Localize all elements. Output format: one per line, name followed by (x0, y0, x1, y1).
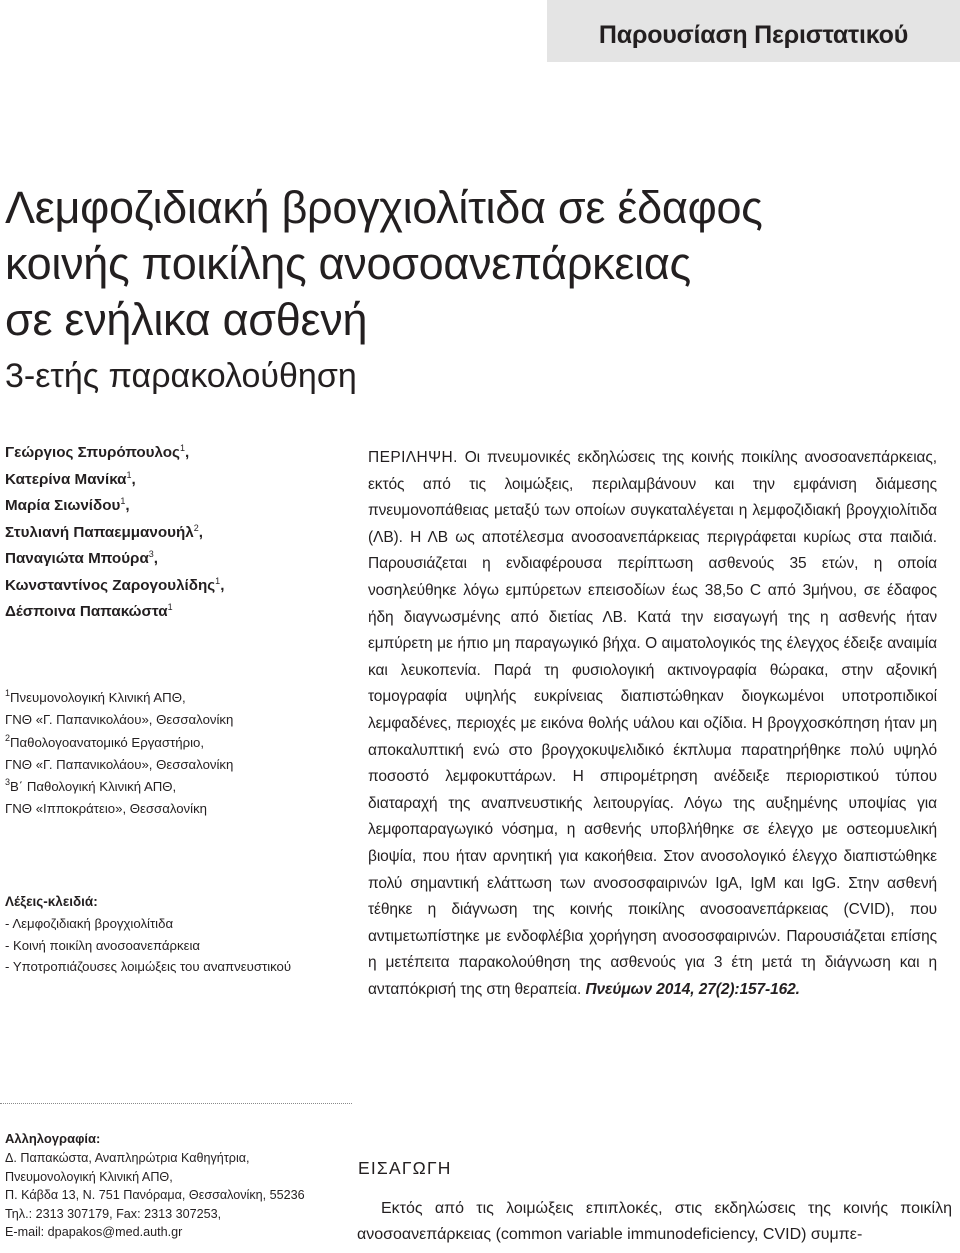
correspondence-line: Δ. Παπακώστα, Αναπληρώτρια Καθηγήτρια, (5, 1151, 250, 1165)
correspondence (5, 1130, 350, 1242)
affiliation-text: Β΄ Παθολογική Κλινική ΑΠΘ, (10, 779, 177, 795)
affiliation-list (5, 687, 345, 821)
author-list (5, 440, 335, 626)
introduction-heading: ΕΙΣΑΓΩΓΗ (358, 1158, 452, 1178)
title-line: Λεμφοζιδιακή βρογχιολίτιδα σε έδαφος (5, 182, 763, 233)
author (5, 573, 335, 600)
correspondence-line: Π. Κάβδα 13, Ν. 751 Πανόραμα, Θεσσαλονίκη, 55236 (5, 1188, 305, 1202)
keyword-item: - Λεμφοζιδιακή βρογχιολίτιδα (5, 916, 174, 931)
section-tag-label: Παρουσίαση Περιστατικού (598, 20, 909, 49)
title-line: σε ενήλικα ασθενή (5, 294, 368, 345)
author (5, 546, 335, 573)
author-separator: , (125, 497, 130, 514)
author-affiliation-marker: 1 (120, 496, 126, 506)
affiliation-line (5, 687, 345, 709)
affiliation-line (5, 776, 345, 798)
citation-reference: Πνεύμων 2014, 27(2):157-162. (585, 980, 800, 998)
author-affiliation-marker: 1 (167, 602, 173, 612)
author-separator: , (184, 444, 190, 461)
author-separator: , (131, 470, 136, 488)
introduction-text: Εκτός από τις λοιμώξεις επιπλοκές, στις εκδηλώσεις της κοινής ποικίλη ανοσοανεπάρκειας (common variable immunodeficiency, CVID) συμπε- (357, 1200, 952, 1243)
affiliation-marker: 3 (5, 777, 11, 788)
keyword-item: - Υποτροπιάζουσες λοιμώξεις του αναπνευστικού (5, 959, 292, 975)
abstract-label: ΠΕΡΙΛΗΨΗ. (368, 449, 458, 466)
author-name: Κατερίνα Μανίκα (5, 470, 127, 488)
author-separator: , (198, 523, 203, 541)
author-name: Μαρία Σιωνίδου (5, 497, 121, 514)
author-affiliation-marker: 1 (179, 443, 185, 453)
author-separator: , (153, 550, 159, 567)
author-name: Δέσποινα Παπακώστα (5, 603, 168, 620)
author-affiliation-marker: 1 (126, 469, 132, 480)
article-subtitle: 3-ετής παρακολούθηση (5, 357, 357, 395)
affiliation-line: ΓΝΘ «Ιπποκράτειο», Θεσσαλονίκη (5, 801, 208, 817)
author-name: Γεώργιος Σπυρόπουλος (5, 444, 180, 461)
title-line: κοινής ποικίλης ανοσοανεπάρκειας (5, 238, 691, 289)
affiliation-line (5, 732, 345, 754)
abstract-text: Οι πνευμονικές εκδηλώσεις της κοινής ποικίλης ανοσοανεπάρκειας, εκτός από τις λοιμώξεις, περιλαμβάνουν και την εμφάνιση διάμεσης πνευμονοπάθειας μεταξύ των οποίων συγκαταλέγεται η λεμφοζιδιακή βρογχιολίτιδα (ΛΒ). Η ΛΒ ως αποτέλεσμα ανοσοανεπάρκειας περιγράφεται κυρίως στα παιδιά. Παρουσιάζεται η ενδιαφέρουσα περίπτωση ασθενούς 35 ετών, η οποία νοσηλεύθηκε λόγω εμπύρετων επεισοδίων έως 38,5ο C από 3μήνου, σε έδαφος ήδη διαγνωσμένης από διετίας ΛΒ. Κατά την εισαγωγή της η ασθενής ήταν εμπύρετη με ήπιο μη παραγωγικό βήχα. Ο αιματολογικός της έλεγχος έδειξε αναιμία και λευκοπενία. Παρά τη φυσιολογική ακτινογραφία θώρακα, στην αξονική τομογραφία υψηλής ευκρίνειας διαπιστώθηκαν διογκωμένοι υποτροπιδικοί λεμφαδένες, περιοχές με εικόνα θολής υάλου και οζίδια. Η βρογχοσκόπηση ήταν μη αποκαλυπτική ενώ στο βρογχοκυψελιδικό έκπλυμα παρατηρήθηκε πολύ υψηλό ποσοστό λεμφοκυττάρων. Η σπιρομέτρηση ανέδειξε περιοριστικού τύπου διαταραχή της αναπνευστικής λειτουργίας. Λόγω της αυξημένης υποψίας για λεμφοπαραγωγικό νόσημα, η ασθενής υποβλήθηκε σε έλεγχο με οστεομυελική βιοψία, που ήταν αρνητική για κακοήθεια. Στον ανοσολογικό έλεγχο διαπιστώθηκε πολύ σημαντική ελάττωση των ανοσοσφαιρινών IgA, IgM και IgG. Στην ασθενή τέθηκε η διάγνωση της κοινής ποικίλης ανοσοανεπάρκειας (CVID), που αντιμετωπίστηκε με ενδοφλέβια χορήγηση ανοσοσφαιρινών. Παρουσιάζεται επίσης η μετέπειτα παρακολούθηση της ασθενούς για 3 έτη μετά τη διάγνωση και η ανταπόκρισή της στη θεραπεία. (368, 449, 937, 998)
correspondence-email: E-mail: dpapakos@med.auth.gr (5, 1225, 183, 1239)
author (5, 440, 335, 467)
divider (0, 1103, 352, 1104)
article-title (5, 180, 905, 348)
author (5, 599, 335, 626)
author (5, 467, 335, 494)
author-separator: , (220, 576, 225, 594)
affiliation-line: ΓΝΘ «Γ. Παπανικολάου», Θεσσαλονίκη (5, 712, 234, 728)
abstract (368, 445, 937, 1003)
affiliation-text: Πνευμονολογική Κλινική ΑΠΘ, (10, 690, 186, 705)
affiliation-marker: 2 (5, 732, 11, 743)
correspondence-line: Πνευμονολογική Κλινική ΑΠΘ, (5, 1169, 173, 1184)
correspondence-title: Αλληλογραφία: (5, 1131, 101, 1146)
keywords (5, 891, 350, 978)
author-name: Κωνσταντίνος Ζαρογουλίδης (5, 576, 216, 594)
author (5, 493, 335, 520)
author-name: Παναγιώτα Μπούρα (5, 550, 149, 567)
keyword-item: - Κοινή ποικίλη ανοσοανεπάρκεια (5, 937, 201, 953)
author-name: Στυλιανή Παπαεμμανουήλ (5, 523, 194, 541)
affiliation-text: Παθολογοανατομικό Εργαστήριο, (10, 734, 205, 750)
keywords-title: Λέξεις-κλειδιά: (5, 894, 98, 909)
author-affiliation-marker: 3 (148, 549, 154, 559)
affiliation-marker: 1 (5, 688, 11, 698)
affiliation-line: ΓΝΘ «Γ. Παπανικολάου», Θεσσαλονίκη (5, 756, 234, 772)
author (5, 520, 335, 547)
author-affiliation-marker: 1 (215, 575, 221, 586)
correspondence-line: Τηλ.: 2313 307179, Fax: 2313 307253, (5, 1206, 222, 1221)
section-tag (547, 0, 960, 62)
author-affiliation-marker: 2 (193, 522, 199, 533)
